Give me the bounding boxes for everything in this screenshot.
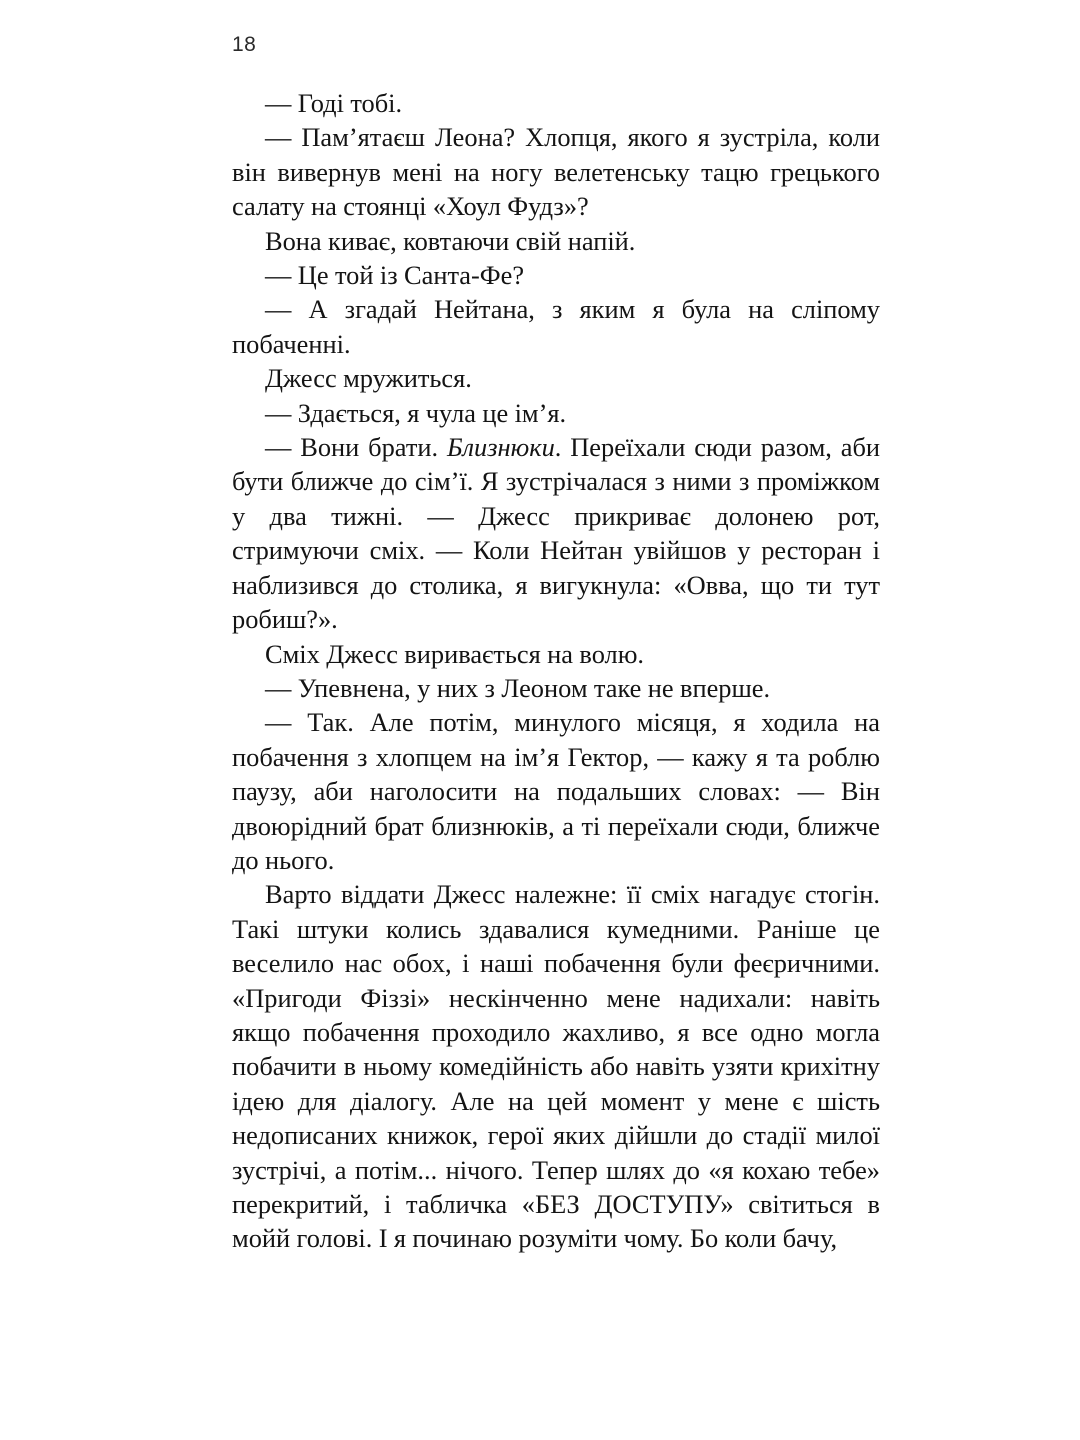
paragraph <box>232 430 880 636</box>
paragraph: — А згадай Нейтана, з яким я була на сліпому побаченні. <box>232 294 880 359</box>
emphasis-twins: Близнюки <box>446 432 555 463</box>
paragraph: — Здається, я чула це ім’я. <box>265 397 567 428</box>
paragraph: — Це той із Санта-Фе? <box>265 260 525 291</box>
page-text-block <box>232 86 880 1256</box>
paragraph-segment: . Переїхали сюди разом, аби бути ближче до сім’ї. Я зустрічалася з ними з проміжком у два тижні. — Джесс прикриває долонею рот, стримуючи сміх. — Коли Нейтан увійшов у ресторан і наблизився до столика, я вигукнула: «Овва, що ти тут робиш?». <box>232 432 880 635</box>
paragraph: Варто віддати Джесс належне: її сміх нагадує стогін. Такі штуки колись здавалися кумедними. Раніше це веселило нас обох, і наші побачення були феєричними. «Пригоди Фіззі» нескінченно мене надихали: навіть якщо побачення проходило жахливо, я все одно могла побачити в ньому комедійність або навіть узяти крихітну ідею для діалогу. Але на цей момент у мене є шість недописаних книжок, герої яких дійшли до стадії милої зустрічі, а потім... нічого. Тепер шлях до «я кохаю тебе» перекритий, і табличка «БЕЗ ДОСТУПУ» світиться в мойй голові. І я починаю розуміти чому. Бо коли бачу, <box>232 879 880 1254</box>
paragraph: — Пам’ятаєш Леона? Хлопця, якого я зустріла, коли він вивернув мені на ногу велетенську тацю грецького салату на стоянці «Хоул Фудз»? <box>232 122 880 222</box>
page-number: 18 <box>232 33 257 56</box>
paragraph: — Упевнена, у них з Леоном таке не вперше. <box>265 672 771 703</box>
paragraph: — Годі тобі. <box>265 88 403 118</box>
paragraph: Сміх Джесс виривається на волю. <box>265 638 645 669</box>
paragraph-segment: — Вони брати. <box>265 432 447 463</box>
paragraph: — Так. Але потім, минулого місяця, я ходила на побачення з хлопцем на ім’я Гектор, — кажу я та роблю паузу, аби наголосити на подальших словах: — Він двоюрідний брат близнюків, а ті переїхали сюди, ближче до нього. <box>232 707 880 875</box>
paragraph: Джесс мружиться. <box>265 363 472 394</box>
paragraph: Вона киває, ковтаючи свій напій. <box>265 225 636 256</box>
